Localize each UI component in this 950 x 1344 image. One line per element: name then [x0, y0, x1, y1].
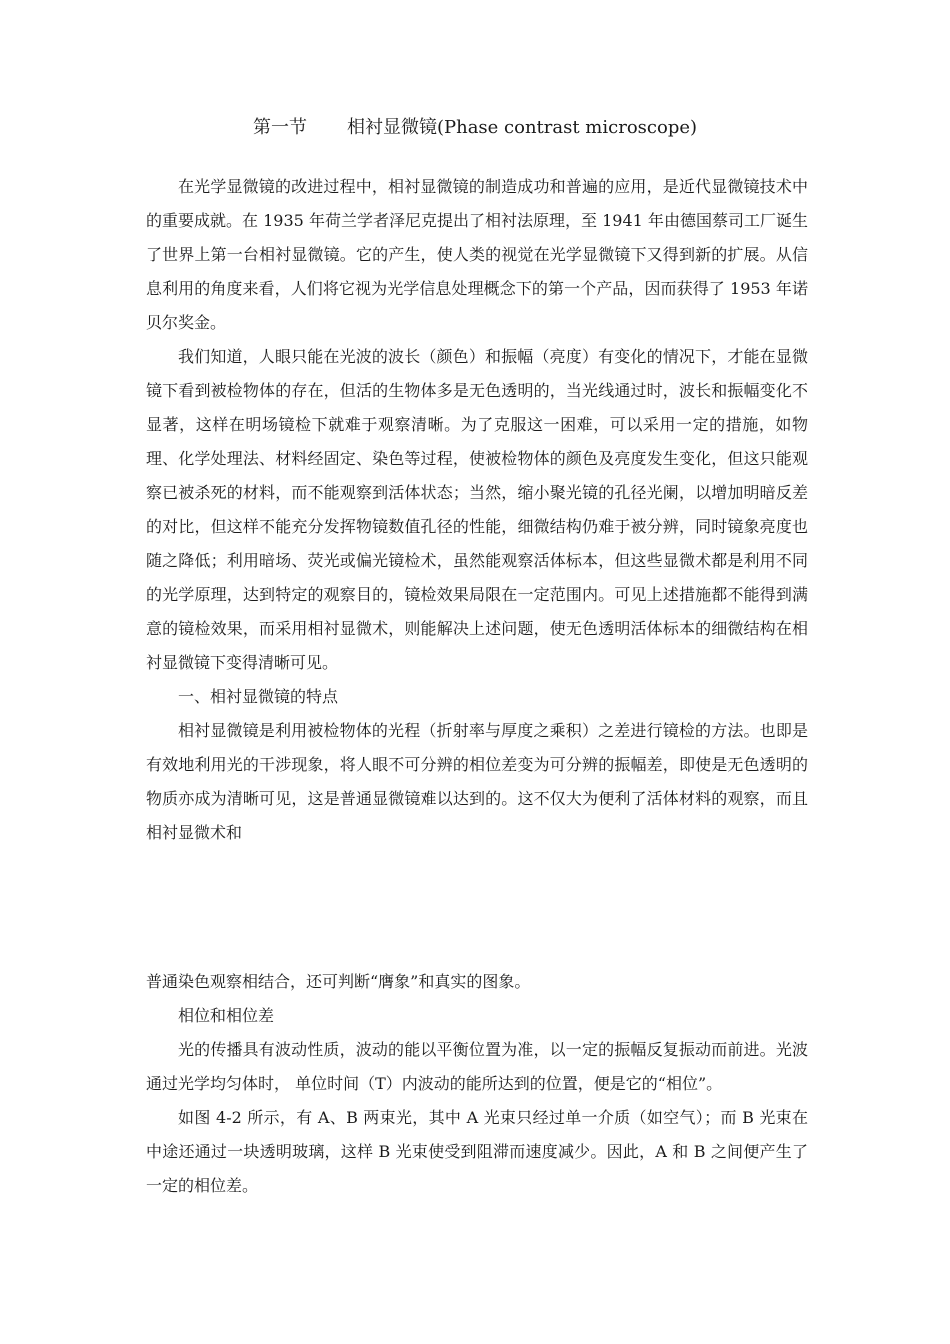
section-title: [0, 116, 950, 140]
section-number: 第一节: [252, 117, 307, 138]
subheading-phase: 相位和相位差: [178, 1006, 275, 1025]
text-block-1: [146, 170, 808, 850]
paragraph-continuation: 普通染色观察相结合，还可判断“膺象”和真实的图象。: [146, 972, 531, 991]
paragraph-background: 我们知道，人眼只能在光波的波长（颜色）和振幅（亮度）有变化的情况下，才能在显微镜下看到被检物体的存在，但活的生物体多是无色透明的，当光线通过时，波长和振幅变化不显著，这样在明场镜检下就难于观察清晰。为了克服这一困难，可以采用一定的措施，如物理、化学处理法、材料经固定、染色等过程，使被检物体的颜色及亮度发生变化，但这只能观察已被杀死的材料，而不能观察到活体状态；当然，缩小聚光镜的孔径光阑，以增加明暗反差的对比，但这样不能充分发挥物镜数值孔径的性能，细微结构仍难于被分辨，同时镜象亮度也随之降低；利用暗场、荧光或偏光镜检术，虽然能观察活体标本，但这些显微术都是利用不同的光学原理，达到特定的观察目的，镜检效果局限在一定范围内。可见上述措施都不能得到满意的镜检效果，而采用相衬显微术，则能解决上述问题，使无色透明活体标本的细微结构在相衬显微镜下变得清晰可见。: [146, 347, 808, 672]
subheading-features: 一、相衬显微镜的特点: [178, 687, 339, 706]
paragraph-intro: 在光学显微镜的改进过程中，相衬显微镜的制造成功和普遍的应用，是近代显微镜技术中的重要成就。在 1935 年荷兰学者泽尼克提出了相衬法原理，至 1941 年由德国蔡司工厂诞生了世界上第一台相衬显微镜。它的产生，使人类的视觉在光学显微镜下又得到新的扩展。从信息利用的角度来看，人们将它视为光学信息处理概念下的第一个产品，因而获得了 1953 年诺贝尔奖金。: [146, 177, 808, 332]
section-heading: 相衬显微镜(Phase contrast microscope): [346, 117, 698, 138]
paragraph-phase-difference: 如图 4-2 所示，有 A、B 两束光，其中 A 光束只经过单一介质（如空气）；而 B 光束在中途还通过一块透明玻璃，这样 B 光束使受到阻滞而速度减少。因此，A 和 B 之间便产生了一定的相位差。: [146, 1108, 808, 1195]
text-block-2: [146, 965, 808, 1203]
paragraph-features: 相衬显微镜是利用被检物体的光程（折射率与厚度之乘积）之差进行镜检的方法。也即是有效地利用光的干涉现象，将人眼不可分辨的相位差变为可分辨的振幅差，即使是无色透明的物质亦成为清晰可见，这是普通显微镜难以达到的。这不仅大为便利了活体材料的观察，而且相衬显微术和: [146, 721, 808, 842]
paragraph-phase: 光的传播具有波动性质，波动的能以平衡位置为准，以一定的振幅反复振动而前进。光波通过光学均匀体时， 单位时间（T）内波动的能所达到的位置，便是它的“相位”。: [146, 1040, 808, 1093]
